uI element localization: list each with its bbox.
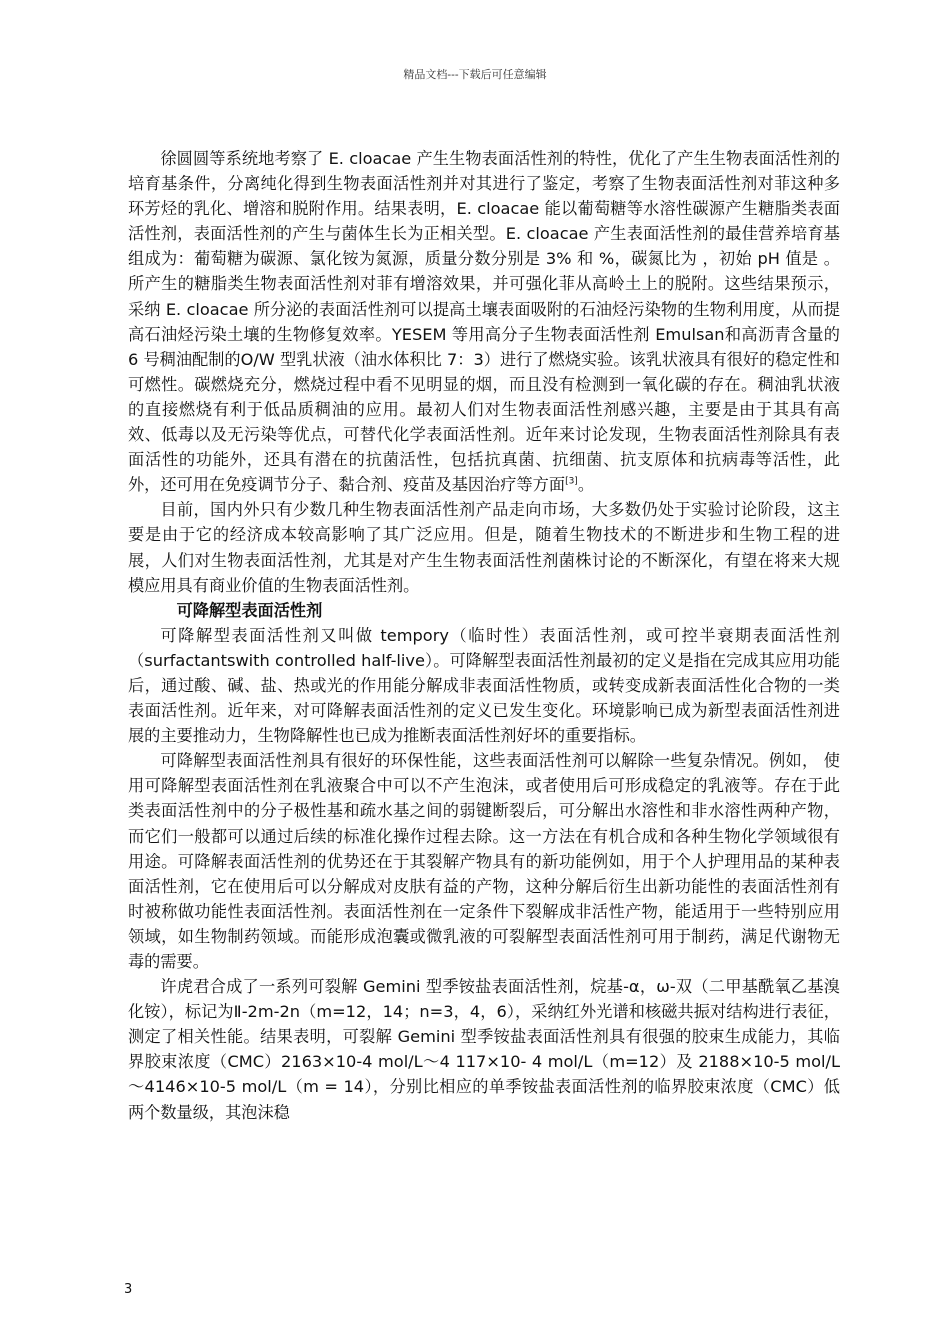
paragraph: 许虎君合成了一系列可裂解 Gemini 型季铵盐表面活性剂，烷基-α，ω-双（二甲基酰氧乙基溴化铵），标记为Ⅱ-2m-2n（m=12，14；n=3，4，6），采纳红外光谱和核磁共振对结构进行表征，测定了相关性能。结果表明，可裂解 Gemini 型季铵盐表面活性剂具有很强的胶束生成能力，其临界胶束浓度（CMC）2163×10-4 mol/L～4 117×10- 4 mol/L（m=12）及 2188×10-5 mol/L～4146×10-5 mol/L（m = 14），分别比相应的单季铵盐表面活性剂的临界胶束浓度（CMC）低两个数量级，其泡沫稳 (128, 977, 840, 1122)
paragraph: 可降解型表面活性剂具有很好的环保性能，这些表面活性剂可以解除一些复杂情况。例如， 使用可降解型表面活性剂在乳液聚合中可以不产生泡沫，或者使用后可形成稳定的乳液等。存在于此类表面活性剂中的分子极性基和疏水基之间的弱键断裂后，可分解出水溶性和非水溶性两种产物，而它们一般都可以通过后续的标准化操作过程去除。这一方法在有机合成和各种生物化学领域很有用途。可降解表面活性剂的优势还在于其裂解产物具有的新功能例如，用于个人护理用品的某种表面活性剂，它在使用后可以分解成对皮肤有益的产物，这种分解后衍生出新功能性的表面活性剂有时被称做功能性表面活性剂。表面活性剂在一定条件下裂解成非活性产物，能适用于一些特别应用领域，如生物制药领域。而能形成泡囊或微乳液的可裂解型表面活性剂可用于制药，满足代谢物无毒的需要。 (128, 751, 840, 971)
document-body (128, 146, 840, 1125)
citation: [3] (565, 476, 578, 487)
paragraph: 目前，国内外只有少数几种生物表面活性剂产品走向市场，大多数仍处于实验讨论阶段，这主要是由于它的经济成本较高影响了其广泛应用。但是，随着生物技术的不断进步和生物工程的进展，人们对生物表面活性剂，尤其是对产生生物表面活性剂菌株讨论的不断深化，有望在将来大规模应用具有商业价值的生物表面活性剂。 (128, 500, 840, 595)
page-header: 精品文档---下载后可任意编辑 (403, 68, 547, 81)
paragraph (128, 146, 840, 497)
section-heading: 可降解型表面活性剂 (176, 600, 323, 620)
paragraph: 可降解型表面活性剂又叫做 tempory（临时性）表面活性剂，或可控半衰期表面活性剂（surfactantswith controlled half-live）。可降解型表面活性剂最初的定义是指在完成其应用功能后，通过酸、碱、盐、热或光的作用能分解成非表面活性物质，或转变成新表面活性化合物的一类表面活性剂。近年来，对可降解表面活性剂的定义已发生变化。环境影响已成为新型表面活性剂进展的主要推动力，生物降解性也已成为推断表面活性剂好坏的重要指标。 (128, 625, 840, 746)
paragraph-end: 。 (577, 475, 594, 495)
paragraph-text: 徐圆圆等系统地考察了 E. cloacae 产生生物表面活性剂的特性，优化了产生生物表面活性剂的培育基条件，分离纯化得到生物表面活性剂并对其进行了鉴定，考察了生物表面活性剂对菲这种多环芳烃的乳化、增溶和脱附作用。结果表明，E. cloacae 能以葡萄糖等水溶性碳源产生糖脂类表面活性剂，表面活性剂的产生与菌体生长为正相关型。E. cloacae 产生表面活性剂的最佳营养培育基组成为：葡萄糖为碳源、氯化铵为氮源，质量分数分别是 3% 和 %，碳氮比为 ，初始 pH 值是 。所产生的糖脂类生物表面活性剂对菲有增溶效果，并可强化菲从高岭土上的脱附。这些结果预示，采纳 E. cloacae 所分泌的表面活性剂可以提高土壤表面吸附的石油烃污染物的生物利用度，从而提高石油烃污染土壤的生物修复效率。YESEM 等用高分子生物表面活性剂 Emulsan和高沥青含量的 6 号稠油配制的O/W 型乳状液（油水体积比 7：3）进行了燃烧实验。该乳状液具有很好的稳定性和可燃性。碳燃烧充分，燃烧过程中看不见明显的烟，而且没有检测到一氧化碳的存在。稠油乳状液的直接燃烧有利于低品质稠油的应用。最初人们对生物表面活性剂感兴趣，主要是由于其具有高效、低毒以及无污染等优点，可替代化学表面活性剂。近年来讨论发现，生物表面活性剂除具有表面活性的功能外，还具有潜在的抗菌活性，包括抗真菌、抗细菌、抗支原体和抗病毒等活性，此外，还可用在免疫调节分子、黏合剂、疫苗及基因治疗等方面 (128, 149, 840, 495)
page-number: 3 (124, 1282, 133, 1297)
